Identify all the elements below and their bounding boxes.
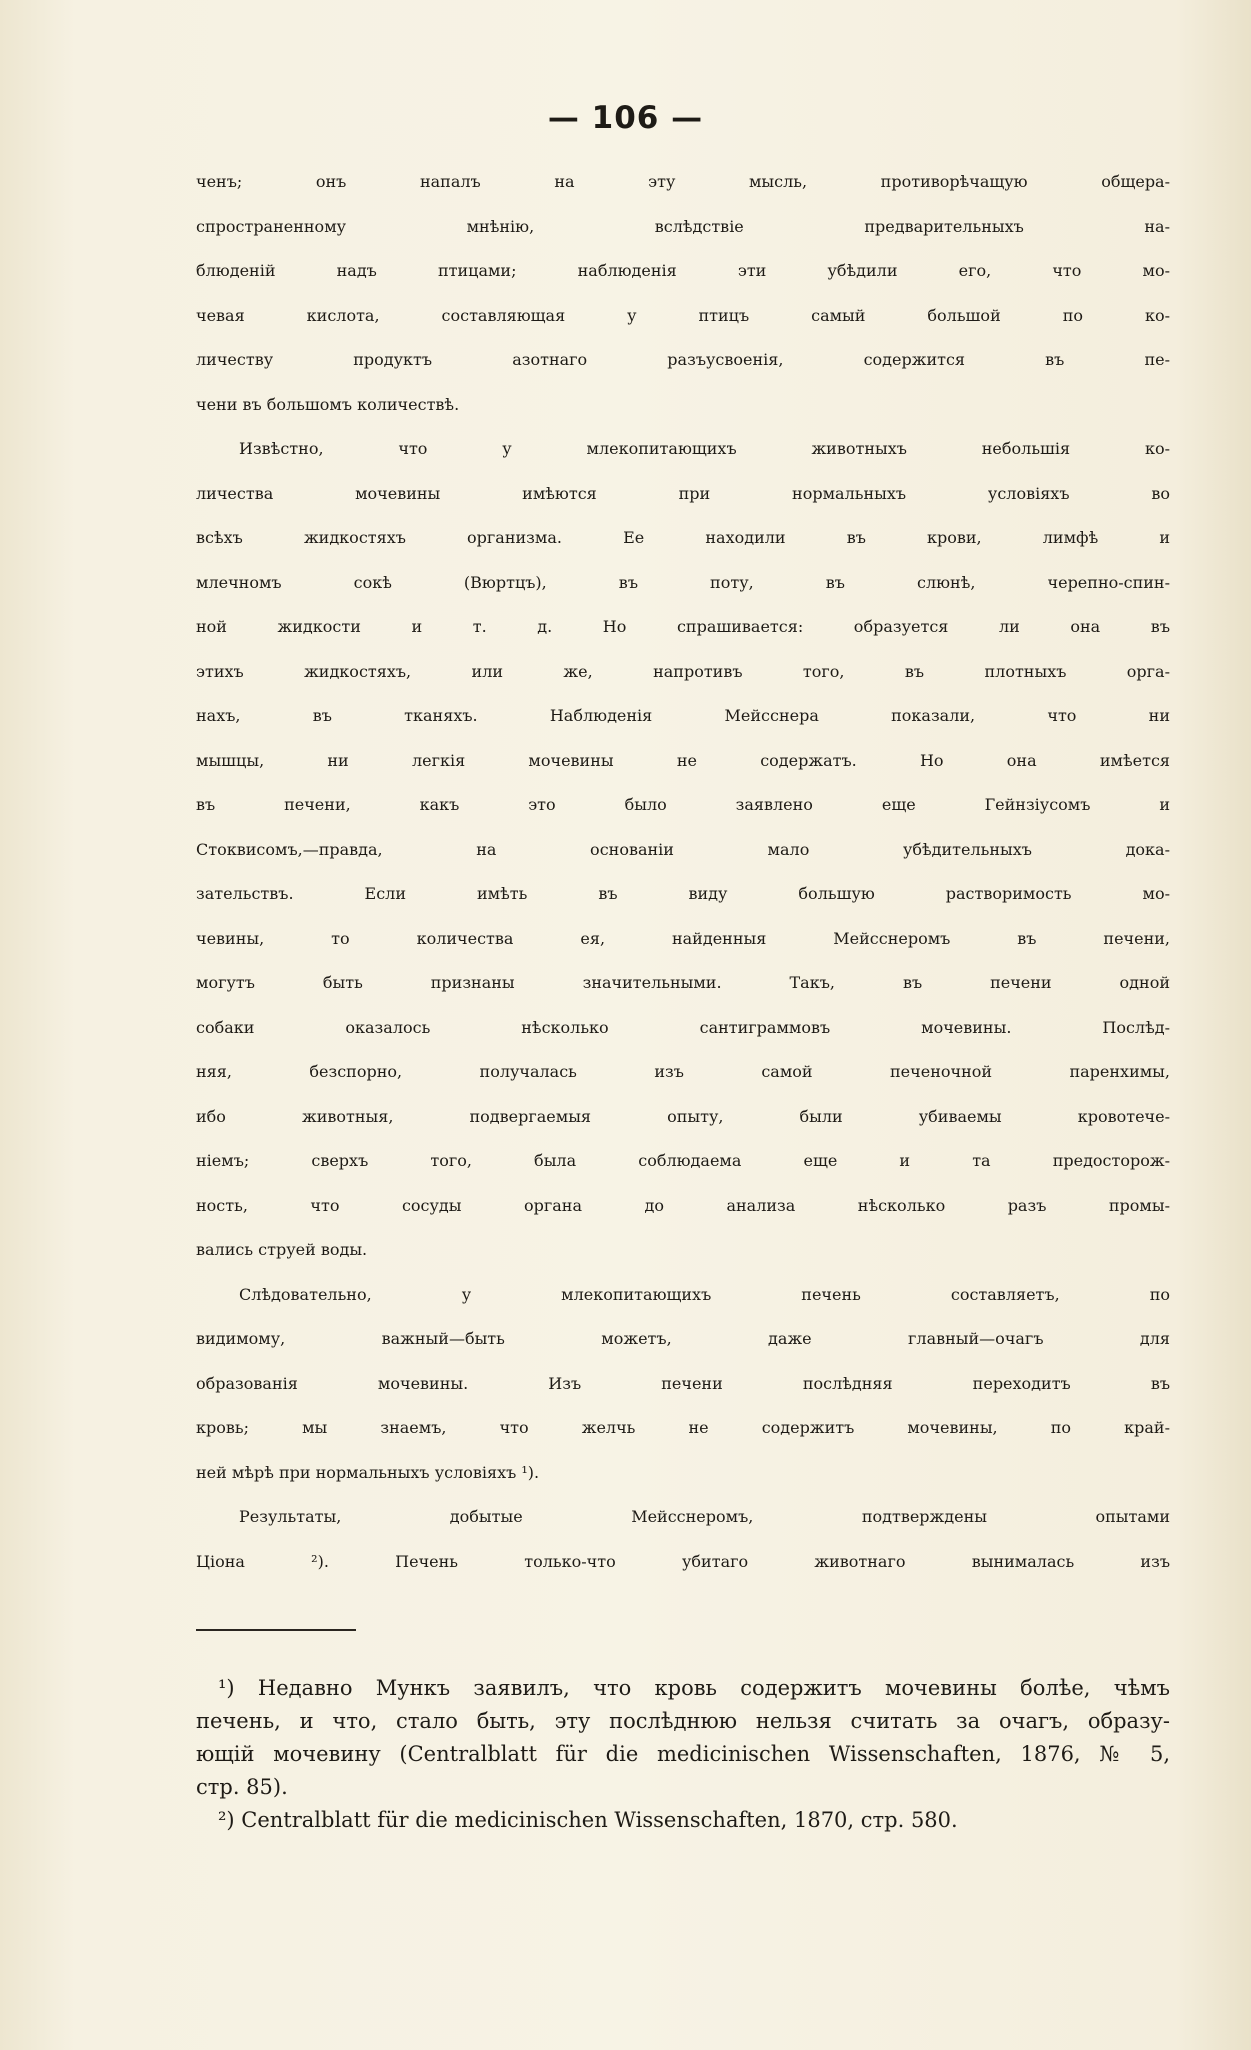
text-line: въ печени, какъ это было заявлено еще Гейнзіусомъ и [196,795,1170,814]
footnote-line: ющій мочевину (Centralblatt für die medicinischen Wissenschaften, 1876, № 5, [196,1742,1170,1766]
body-text [196,172,1170,1596]
text-line: чевая кислота, составляющая у птицъ самый большой по ко- [196,305,1170,325]
text-line: спространенному мнѣнію, вслѣдствіе предварительныхъ на- [196,216,1170,236]
text-line: няя, безспорно, получалась изъ самой печеночной паренхимы, [196,1062,1170,1081]
footnote-1 [196,1672,1170,1804]
text-line: Результаты, добытые Мейсснеромъ, подтверждены опытами [239,1507,1170,1526]
text-line: Стоквисомъ,—правда, на основаніи мало убѣдительныхъ дока- [196,839,1170,859]
footnote-2 [196,1804,1170,1837]
text-line: чени въ большомъ количествѣ. [196,394,460,414]
text-line: зательствъ. Если имѣть въ виду большую растворимость мо- [196,884,1170,903]
text-line: могутъ быть признаны значительными. Такъ, въ печени одной [196,973,1170,992]
text-line: ніемъ; сверхъ того, была соблюдаема еще и та предосторож- [196,1151,1170,1170]
text-line: млечномъ сокѣ (Вюртцъ), въ поту, въ слюнѣ, черепно-спин- [196,572,1170,592]
paragraph [196,439,1170,1285]
text-line: чевины, то количества ея, найденныя Мейсснеромъ въ печени, [196,928,1170,948]
text-line: видимому, важный—быть можетъ, даже главный—очагъ для [196,1329,1170,1348]
paragraph [196,1285,1170,1508]
text-line: мышцы, ни легкія мочевины не содержатъ. Но она имѣется [196,750,1170,770]
text-line: ной жидкости и т. д. Но спрашивается: образуется ли она въ [196,617,1170,636]
footnote-line: ¹) Недавно Мункъ заявилъ, что кровь содержитъ мочевины болѣе, чѣмъ [218,1676,1170,1700]
footnote-line: ²) Centralblatt für die medicinischen Wissenschaften, 1870, стр. 580. [218,1808,958,1832]
text-line: образованія мочевины. Изъ печени послѣдняя переходитъ въ [196,1373,1170,1393]
text-line: кровь; мы знаемъ, что желчь не содержитъ мочевины, по край- [196,1418,1170,1437]
text-line: нахъ, въ тканяхъ. Наблюденія Мейсснера показали, что ни [196,706,1170,725]
text-line: личеству продуктъ азотнаго разъусвоенія, содержится въ пе- [196,350,1170,369]
page-number: — 106 — [547,100,704,136]
text-line: блюденій надъ птицами; наблюденія эти убѣдили его, что мо- [196,261,1170,280]
text-line: Слѣдовательно, у млекопитающихъ печень составляетъ, по [239,1284,1170,1304]
text-line: Ціона ²). Печень только-что убитаго животнаго вынималась изъ [196,1551,1170,1571]
text-line: ность, что сосуды органа до анализа нѣсколько разъ промы- [196,1195,1170,1215]
text-line: ибо животныя, подвергаемыя опыту, были убиваемы кровотече- [196,1106,1170,1126]
paragraph [196,1507,1170,1596]
paragraph [196,172,1170,439]
footnote-line: стр. 85). [196,1775,288,1799]
text-line: собаки оказалось нѣсколько сантиграммовъ мочевины. Послѣд- [196,1017,1170,1037]
footnotes [196,1672,1170,1837]
text-line: вались струей воды. [196,1240,368,1259]
text-line: всѣхъ жидкостяхъ организма. Ее находили въ крови, лимфѣ и [196,528,1170,547]
footnote-rule [196,1629,356,1631]
text-line: личества мочевины имѣются при нормальныхъ условіяхъ во [196,483,1170,503]
text-line: Извѣстно, что у млекопитающихъ животныхъ небольшія ко- [239,439,1170,458]
text-line: ней мѣрѣ при нормальныхъ условіяхъ ¹). [196,1462,540,1482]
text-line: ченъ; онъ напалъ на эту мысль, противорѣчащую общера- [196,172,1170,191]
footnote-line: печень, и что, стало быть, эту послѣднюю нельзя считать за очагъ, образу- [196,1709,1170,1733]
text-line: этихъ жидкостяхъ, или же, напротивъ того, въ плотныхъ орга- [196,661,1170,681]
